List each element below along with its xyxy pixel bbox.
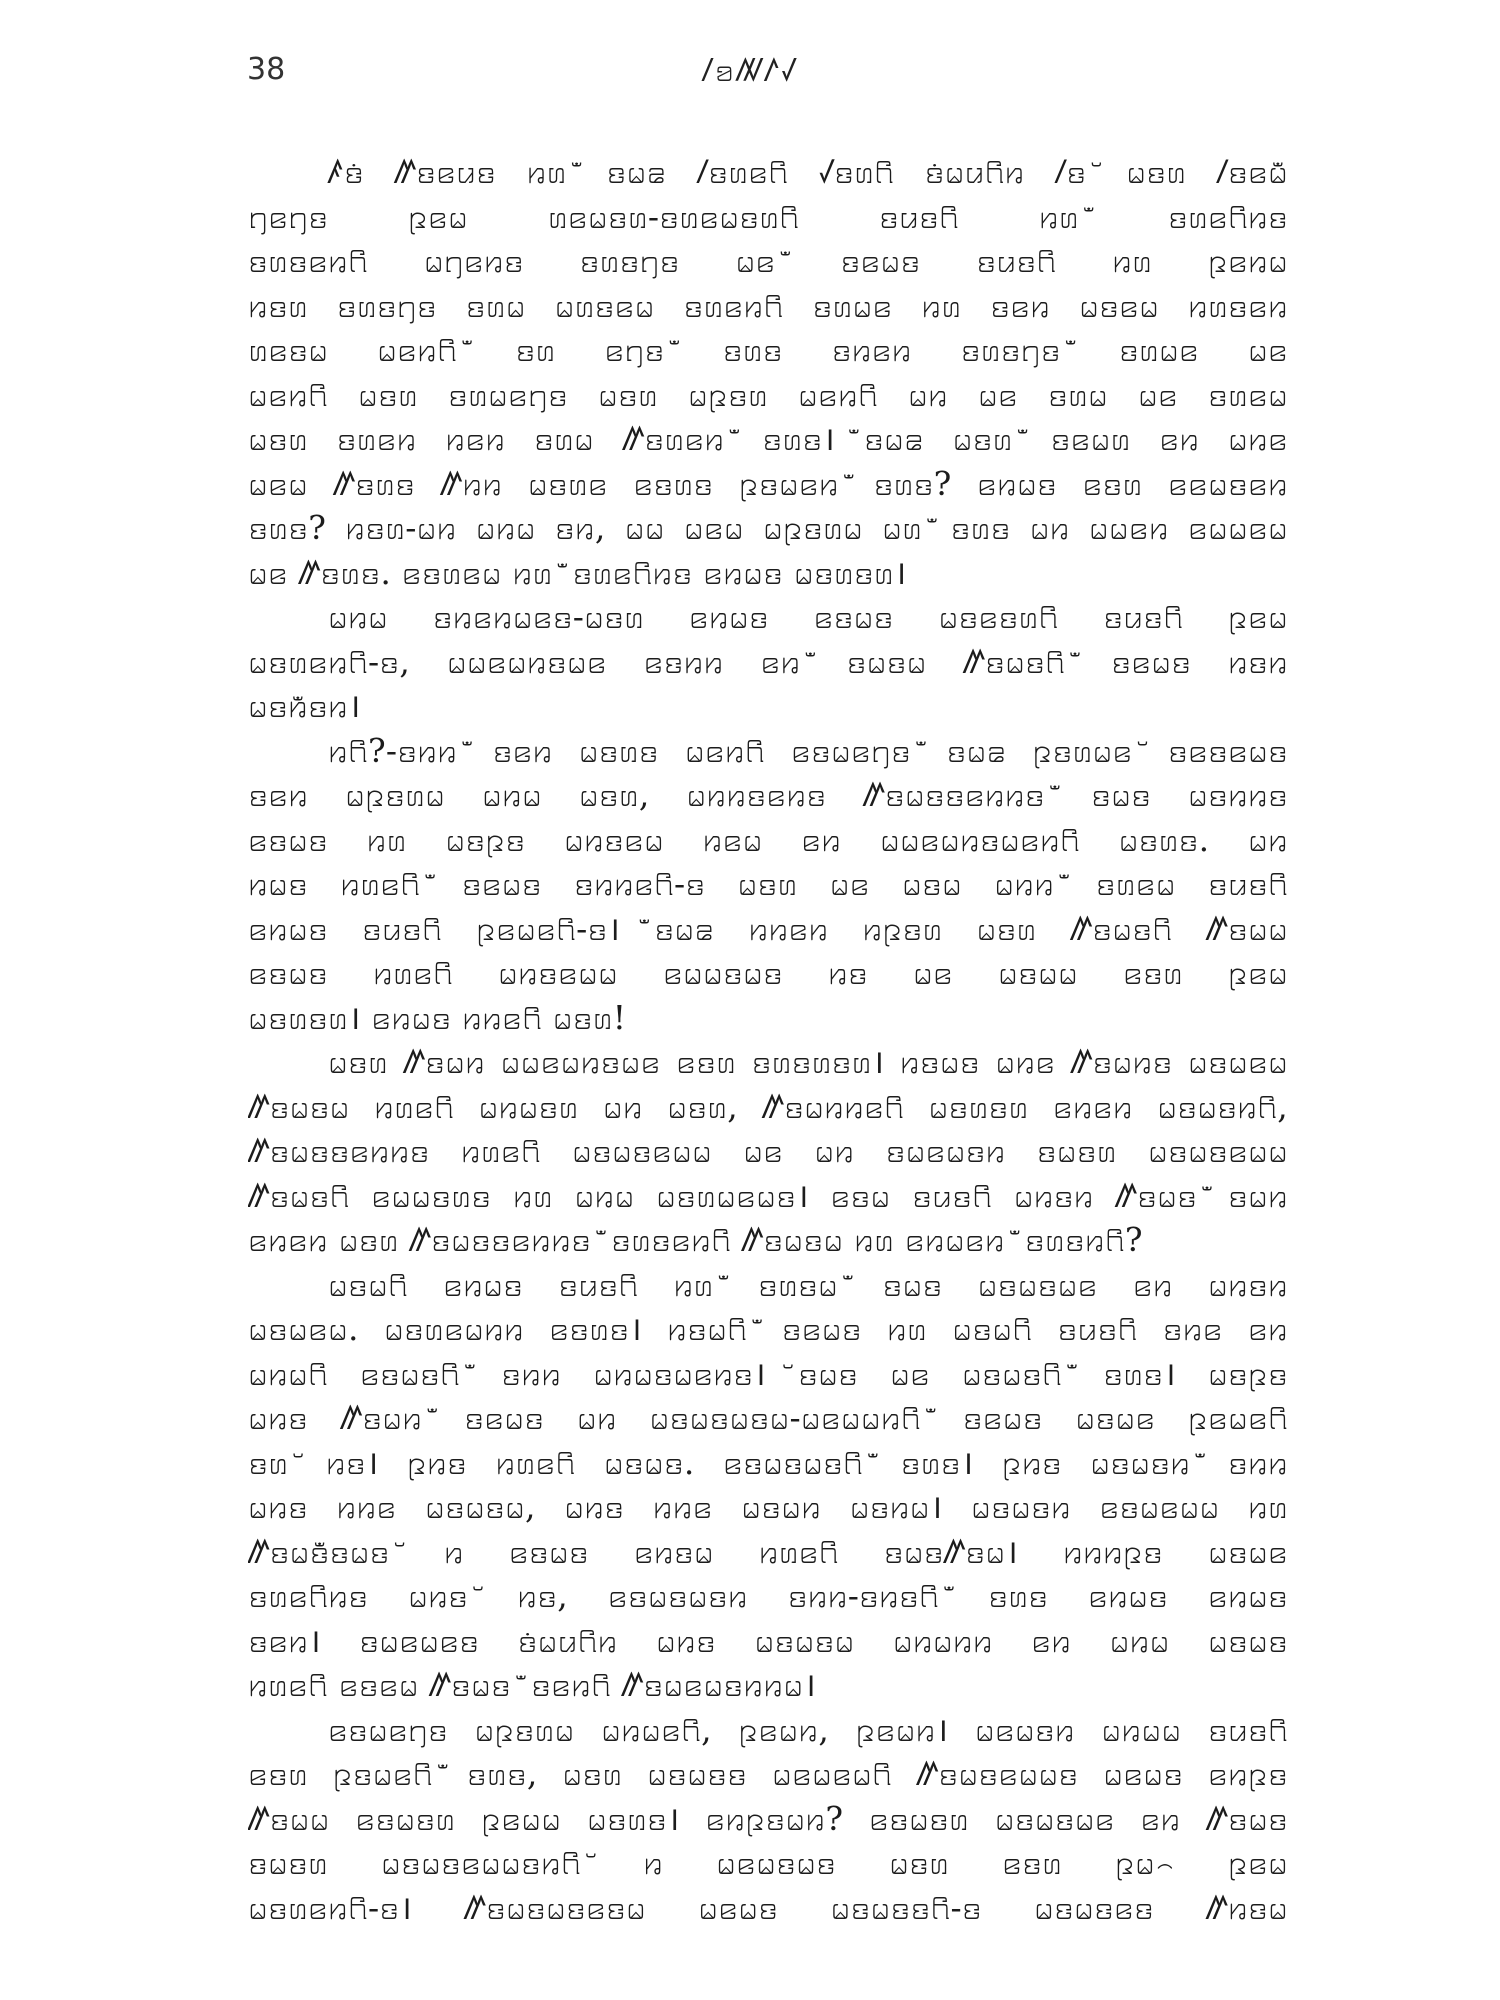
- text-line: ꤼꤢꤗꤢꤖ ꤕꤗꤗꤢꤛꤢ ꤙꤛ ꤗꤙꤗ ꤗꤢꤛꤗꤕꤗꤢ। ꤕꤢꤗ ꤢꤣꤢꤖ ꤗꤙꤢꤙ ꤼꤢꤗꤢ ꤪꤢꤗꤙ: [248, 1175, 1288, 1215]
- text-line: ꤗꤕꤙꤖ ꤗꤢꤛ ꤢꤛꤗꤕꤚꤢ ꤗꤢꤛ ꤗꤐꤢꤛ ꤗꤕꤙꤖ ꤗꤙ ꤗꤕ ꤢꤛꤗ ꤗꤕ ꤢꤛꤕꤗ: [248, 374, 1288, 414]
- running-header: ꤷꤤꤲꤱꤶ: [702, 51, 798, 89]
- text-line: ꤗꤢꤛꤕꤙꤖ-ꤢ, ꤗꤗꤕꤗꤙꤢꤗꤕ ꤕꤢꤙꤙ ꤕꤙ ꤪꤢꤗꤢꤗ ꤼꤢꤗꤢꤖ ꤪꤢꤕꤗꤢ ꤙꤢꤙ: [248, 641, 1288, 681]
- text-line: ꤪꤢꤕꤙ। ꤢꤗꤕꤗꤕꤢ ꤢꤦꤗꤣꤖꤙ ꤗꤙꤢ ꤗꤢꤗꤢꤗ ꤗꤙꤗꤙꤙ ꤕꤙ ꤗꤙꤗ ꤗꤢꤗꤢ: [248, 1620, 1288, 1660]
- text-line: ꤕꤙꤕꤙ ꤗꤢꤛ ꤼꤢꤗꤢꤢꤕꤙꤙꤢ ꤪꤢꤛꤢꤕꤙꤖ ꤼꤢꤗꤢꤗ ꤙꤛ ꤕꤙꤗꤕꤙ ꤪꤢꤛꤢꤙꤖ?: [248, 1220, 1143, 1259]
- text-line: ꤙꤢꤛ ꤢꤛꤢꤚꤢ ꤢꤛꤗ ꤗꤛꤢꤕꤗ ꤢꤛꤕꤙꤖ ꤢꤛꤗꤕ ꤙꤛ ꤢꤕꤙ ꤗꤢꤕꤗ ꤙꤛꤢꤕꤙ: [248, 285, 1288, 325]
- paragraph: [248, 1040, 1288, 1263]
- paragraph: [248, 1708, 1288, 1931]
- text-line: ꤩꤛꤕꤢꤗ ꤗꤕꤙꤖ ꤪꤢꤛ ꤕꤚꤢ ꤪꤢꤛꤢ ꤢꤙꤕꤙ ꤢꤛꤢꤚꤢ ꤪꤢꤛꤗꤕ ꤗꤕ: [248, 330, 1288, 369]
- text-line: ꤗꤢꤛ ꤢꤛꤕꤙ ꤙꤕꤙ ꤢꤛꤗ ꤼꤢꤛꤕꤙ ꤪꤢꤛꤢ। ꤪꤢꤗꤘ ꤗꤢꤛ ꤪꤢꤕꤗꤛ ꤕꤙ ꤗꤙꤕ: [248, 419, 1288, 458]
- text-line: ꤗꤢꤛ ꤼꤢꤗꤙ ꤗꤗꤕꤗꤙꤢꤗꤕ ꤕꤢꤛ ꤢꤛꤢꤛꤢꤛ। ꤙꤢꤗꤢ ꤗꤙꤕ ꤼꤢꤗꤙꤢ ꤗꤢꤗꤕꤗ: [328, 1042, 1288, 1081]
- text-line: ꤗꤢꤛꤢꤛ। ꤕꤙꤗꤢ ꤙꤙꤕꤖ ꤗꤢꤛ!: [248, 997, 627, 1037]
- text-line: ꤕꤢꤗꤢ ꤙꤛ ꤗꤢꤐꤢ ꤗꤙꤢꤕꤗ ꤙꤕꤗ ꤕꤙ ꤗꤗꤕꤗꤙꤢꤗꤕꤙꤖ ꤗꤢꤛꤢ. ꤗꤙ: [248, 819, 1288, 859]
- text-line: ꤕꤢꤗꤕꤚꤢ ꤗꤐꤢꤛꤗ ꤗꤙꤗꤕꤖ, ꤐꤕꤗꤙ, ꤐꤕꤗꤙ। ꤗꤕꤗꤢꤙ ꤗꤙꤗꤗ ꤢꤣꤢꤖ: [328, 1709, 1288, 1749]
- body-text: [248, 150, 1288, 1930]
- text-line: ꤗꤙꤗꤖ ꤕꤢꤗꤢꤖ ꤪꤢꤙꤙ ꤗꤙꤗꤢꤗꤕꤙꤢ। ꤩꤢꤗꤢ ꤗꤕ ꤗꤢꤗꤢꤖ ꤪꤢꤛꤢ। ꤗꤢꤐꤢ: [248, 1353, 1288, 1393]
- text-line: ꤕꤢꤛ ꤐꤢꤗꤕꤖ ꤪꤢꤛꤢ, ꤗꤢꤛ ꤗꤢꤗꤢꤢ ꤗꤕꤗꤕꤗꤖ ꤼꤢꤗꤢꤕꤗꤗꤢ ꤗꤕꤗꤢ ꤕꤙꤐꤢ: [248, 1754, 1288, 1793]
- text-line: ꤙꤛꤕꤖ ꤕꤢꤕꤗ ꤼꤢꤗꤢ ꤪꤢꤕꤙꤖ ꤼꤢꤗꤕꤗꤢꤙꤙꤗ।: [248, 1665, 817, 1704]
- text-line: ꤪꤢꤛ ꤩꤙꤢ। ꤐꤙꤢ ꤙꤛꤕꤖ ꤗꤢꤗꤢ. ꤕꤢꤗꤢꤗꤢꤖ ꤪꤢꤛꤢ। ꤐꤙꤢ ꤗꤢꤗꤢꤙ ꤪꤢꤙꤙ: [248, 1442, 1288, 1482]
- text-line: ꤗꤢꤗꤕꤗ. ꤗꤢꤛꤕꤗꤙꤙ ꤕꤢꤛꤢ। ꤙꤢꤗꤖ ꤪꤢꤕꤗꤢ ꤙꤛ ꤗꤢꤗꤖ ꤢꤣꤢꤖ ꤢꤙꤕ ꤕꤙ: [248, 1309, 1288, 1348]
- text-line: ꤩꤚꤕꤚꤢ ꤐꤕꤗ ꤛꤕꤗꤢꤛ-ꤢꤛꤕꤗꤢꤛꤖ ꤢꤣꤢꤖ ꤙꤛ ꤪꤢꤛꤕꤖꤙꤢ: [248, 196, 1288, 236]
- paragraph: [248, 595, 1288, 729]
- text-line: ꤗꤙꤢ ꤙꤙꤕ ꤗꤢꤗꤢꤗ, ꤗꤙꤢ ꤙꤙꤕ ꤗꤢꤗꤙ ꤗꤢꤙꤗ। ꤗꤢꤗꤢꤙ ꤕꤢꤗꤕꤗꤗ ꤙꤛ: [248, 1487, 1288, 1526]
- text-line: ꤕꤢꤗꤢ ꤙꤛꤕꤖ ꤗꤙꤢꤕꤗꤗ ꤕꤗꤗꤢꤗꤢ ꤙꤢ ꤗꤕ ꤗꤢꤗꤗ ꤕꤢꤛ ꤐꤕꤗ: [248, 953, 1288, 992]
- text-line: ꤰꤢꤦ ꤼꤢꤕꤣꤢ ꤙꤛ ꤪꤢꤗꤘ ꤷꤢꤛꤕꤖ ꤶꤢꤛꤖ ꤢꤦꤗꤣꤖꤙ ꤷꤢ ꤩꤗꤢꤛ ꤷꤢꤕꤗꤪ: [328, 152, 1288, 191]
- text-line: ꤗꤢꤛꤕꤙꤖ-ꤢ। ꤼꤢꤗꤢꤗꤢꤕꤢꤗ ꤗꤕꤗꤢ ꤗꤢꤗꤢꤢꤖ-ꤢ ꤗꤢꤗꤢꤕꤢ ꤼꤙꤢꤗ: [248, 1887, 1288, 1927]
- paragraph: [248, 150, 1288, 595]
- text-line: ꤪꤢꤛꤕꤖꤙꤢ ꤗꤙꤢ ꤩꤙꤢ, ꤕꤢꤗꤢꤗꤢꤙ ꤢꤙꤙ-ꤢꤙꤢꤖ ꤪꤢꤛꤢ ꤕꤙꤗꤢ ꤕꤙꤗꤢ: [248, 1576, 1288, 1615]
- text-line: ꤪꤢꤛꤢ? ꤙꤢꤛ-ꤗꤙ ꤗꤙꤗ ꤢꤙ, ꤗꤗ ꤗꤕꤗ ꤗꤐꤢꤛꤗ ꤗꤛ ꤪꤢꤛꤢ ꤗꤙ ꤗꤗꤕꤙ ꤕꤗꤗꤕꤗ: [248, 508, 1288, 547]
- text-line: ꤕꤙꤗꤢ ꤢꤣꤢꤖ ꤐꤕꤗꤕꤖ-ꤢ। ꤪꤢꤗꤘ ꤙꤙꤕꤙ ꤙꤐꤢꤛ ꤗꤢꤛ ꤼꤢꤗꤢꤖ ꤼꤢꤗꤗ: [248, 908, 1288, 948]
- text-line: ꤙꤖ?-ꤢꤙꤙ ꤪꤢꤕꤙ ꤗꤢꤛꤢ ꤗꤕꤙꤖ ꤕꤢꤗꤕꤚꤢ ꤪꤢꤗꤘ ꤐꤢꤛꤗꤕ ꤩꤢꤕꤢꤕꤗꤢ: [328, 730, 1288, 770]
- paragraph: [248, 729, 1288, 1041]
- text-line: ꤗꤙꤢ ꤼꤢꤗꤙ ꤪꤢꤕꤗꤢ ꤗꤙ ꤗꤢꤗꤢꤗꤢꤗ-ꤗꤕꤗꤗꤙꤖ ꤪꤢꤕꤗꤢ ꤗꤢꤗꤕ ꤐꤕꤗꤕꤖ: [248, 1398, 1288, 1437]
- text-line: ꤢꤛꤢꤕꤙꤖ ꤗꤚꤕꤙꤢ ꤢꤛꤢꤚꤢ ꤗꤕ ꤪꤢꤕꤗꤢ ꤢꤣꤢꤖ ꤙꤛ ꤐꤕꤙꤗ: [248, 241, 1288, 280]
- text-line: ꤗꤙꤗ ꤢꤙꤕꤙꤗꤕꤢ-ꤗꤢꤛ ꤕꤙꤗꤢ ꤕꤢꤗꤢ ꤗꤢꤕꤢꤛꤖ ꤢꤣꤢꤖ ꤐꤕꤗ: [328, 597, 1288, 636]
- page-number: 38: [247, 52, 286, 87]
- text-line: ꤗꤢꤗꤖ ꤕꤙꤗꤢ ꤢꤣꤢꤖ ꤙꤛ ꤪꤢꤛꤢꤗ ꤪꤢꤗꤢ ꤗꤢꤗꤢꤗꤕ ꤕꤙ ꤗꤙꤢꤙ: [328, 1264, 1288, 1304]
- text-line: ꤼꤢꤗꤢꤗ ꤙꤛꤕꤖ ꤗꤙꤗꤢꤛ ꤗꤙ ꤗꤢꤛ, ꤼꤢꤗꤙꤙꤕꤖ ꤗꤢꤛꤢꤛ ꤕꤙꤕꤙ ꤗꤢꤗꤢꤙꤖ,: [248, 1086, 1288, 1126]
- text-line: ꤪꤢꤕꤙ ꤗꤐꤢꤛꤗ ꤗꤙꤗ ꤗꤢꤛ, ꤗꤙꤙꤢꤕꤙꤢ ꤼꤢꤗꤢꤢꤕꤙꤙꤢ ꤪꤢꤗꤢ ꤗꤢꤙꤙꤢ: [248, 775, 1288, 814]
- text-line: ꤗꤢꤙꤪꤢꤙ।: [248, 686, 361, 725]
- text-line: ꤗꤕꤗ ꤼꤢꤛꤢ ꤼꤙꤙ ꤗꤢꤛꤕ ꤕꤢꤛꤢ ꤐꤢꤗꤕꤙ ꤪꤢꤛꤢ? ꤕꤙꤗꤢ ꤕꤢꤛ ꤕꤕꤗꤢꤕꤙ: [248, 463, 1288, 503]
- text-line: ꤼꤢꤗꤢꤢꤕꤙꤙꤢ ꤙꤛꤕꤖ ꤗꤢꤗꤢꤕꤗꤗ ꤗꤕ ꤗꤙ ꤢꤗꤕꤗꤢꤙ ꤢꤗꤢꤛ ꤗꤢꤗꤢꤕꤗꤗ: [248, 1131, 1288, 1170]
- paragraph: [248, 1263, 1288, 1708]
- text-line: ꤼꤢꤗꤗ ꤕꤢꤗꤢꤛ ꤐꤕꤗꤗ ꤗꤢꤛꤢ। ꤕꤙꤐꤢꤗꤙ? ꤕꤢꤗꤢꤛ ꤗꤢꤗꤢꤗꤕ ꤕꤙ ꤼꤢꤗꤢ: [248, 1798, 1288, 1838]
- text-line: ꤙꤗꤢ ꤙꤛꤕꤖ ꤪꤢꤕꤗꤢ ꤢꤙꤙꤕꤖ-ꤢ ꤗꤢꤛ ꤗꤕ ꤗꤢꤗ ꤗꤙꤙ ꤪꤢꤛꤕꤗ ꤢꤣꤢꤖ: [248, 864, 1288, 903]
- text-line: ꤗꤕ ꤼꤢꤛꤢ. ꤕꤢꤛꤕꤗ ꤙꤛ ꤪꤢꤛꤕꤖꤙꤢ ꤕꤙꤗꤢ ꤗꤢꤛꤢꤛ।: [248, 552, 907, 592]
- text-line: ꤼꤢꤗꤢꤪꤢꤗꤢ ꤩꤙ ꤕꤢꤗꤢ ꤕꤙꤢꤗ ꤙꤛꤕꤖ ꤢꤗꤢꤼꤢꤗ। ꤙꤙꤙꤐꤢ ꤗꤢꤗꤕ: [248, 1531, 1288, 1571]
- text-line: ꤢꤗꤢꤛ ꤗꤢꤗꤢꤕꤗꤗꤢꤙꤖ ꤩꤙ ꤗꤕꤗꤢꤗꤢ ꤗꤢꤛ ꤕꤢꤛ ꤐꤗ꤮ ꤐꤕꤗ: [248, 1843, 1288, 1882]
